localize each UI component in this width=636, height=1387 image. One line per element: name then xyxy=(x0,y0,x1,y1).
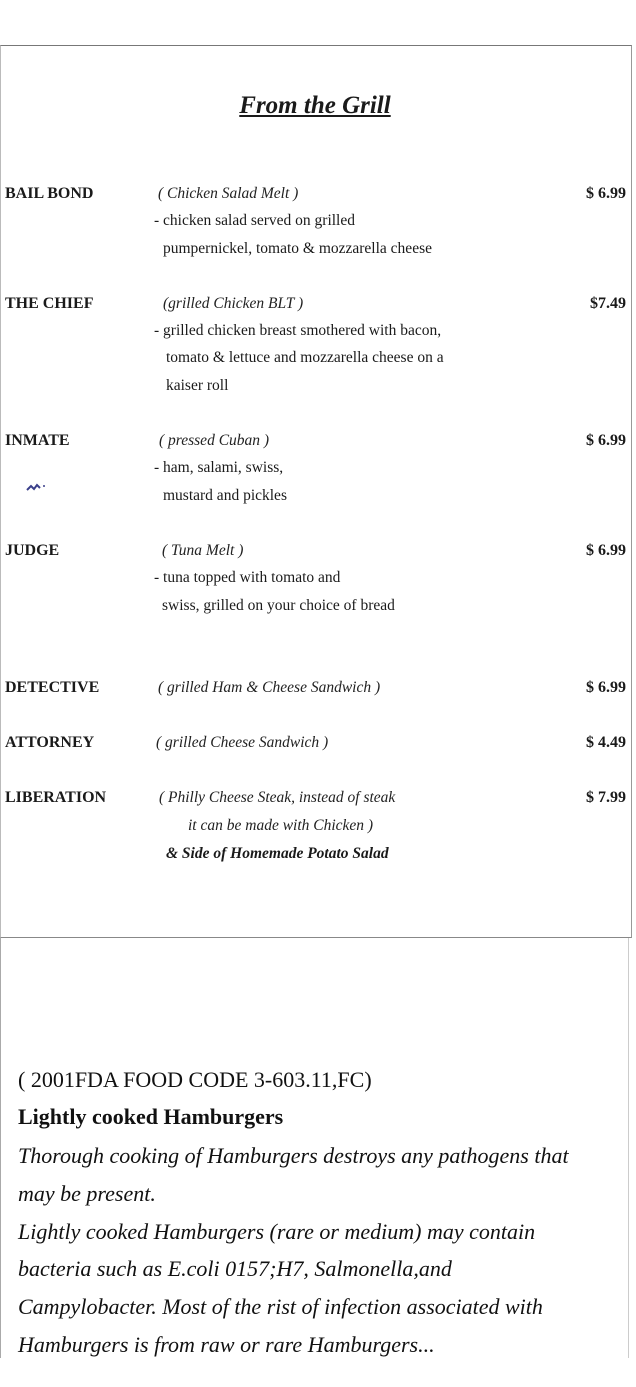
item-subtitle-bail-bond: ( Chicken Salad Melt ) xyxy=(158,185,299,202)
notice-line: Hamburgers is from raw or rare Hamburgers... xyxy=(18,1332,435,1357)
item-subtitle-liberation-cont: it can be made with Chicken ) xyxy=(188,817,374,834)
notice-heading: Lightly cooked Hamburgers xyxy=(18,1104,284,1129)
item-name-judge: JUDGE xyxy=(5,542,60,559)
item-desc-line: swiss, grilled on your choice of bread xyxy=(162,597,395,614)
item-name-bail-bond: BAIL BOND xyxy=(5,185,94,202)
stray-ink-mark xyxy=(26,483,46,492)
notice-line: Lightly cooked Hamburgers (rare or medium) may contain xyxy=(18,1219,536,1244)
item-desc-line: - ham, salami, swiss, xyxy=(154,459,284,476)
item-subtitle-inmate: ( pressed Cuban ) xyxy=(159,432,270,449)
item-desc-line: tomato & lettuce and mozzarella cheese on a xyxy=(166,349,444,366)
item-name-attorney: ATTORNEY xyxy=(5,734,95,751)
page-left-edge xyxy=(0,938,1,1358)
item-name-inmate: INMATE xyxy=(5,432,70,449)
page-right-edge xyxy=(628,938,629,1358)
item-desc-line: pumpernickel, tomato & mozzarella cheese xyxy=(163,240,432,257)
notice-line: Thorough cooking of Hamburgers destroys any pathogens that xyxy=(18,1143,569,1168)
item-price-the-chief: $7.49 xyxy=(590,295,626,312)
notice-code: ( 2001FDA FOOD CODE 3-603.11,FC) xyxy=(18,1067,372,1092)
item-name-detective: DETECTIVE xyxy=(5,679,100,696)
item-price-bail-bond: $ 6.99 xyxy=(586,185,626,202)
item-subtitle-liberation: ( Philly Cheese Steak, instead of steak xyxy=(159,789,396,806)
item-desc-line: - tuna topped with tomato and xyxy=(154,569,341,586)
item-price-detective: $ 6.99 xyxy=(586,679,626,696)
item-price-judge: $ 6.99 xyxy=(586,542,626,559)
item-side-liberation: & Side of Homemade Potato Salad xyxy=(166,845,389,862)
item-price-inmate: $ 6.99 xyxy=(586,432,626,449)
item-name-liberation: LIBERATION xyxy=(5,789,107,806)
item-desc-line: - grilled chicken breast smothered with bacon, xyxy=(154,322,442,339)
item-desc-line: - chicken salad served on grilled xyxy=(154,212,355,229)
item-subtitle-detective: ( grilled Ham & Cheese Sandwich ) xyxy=(158,679,381,696)
notice-line: bacteria such as E.coli 0157;H7, Salmonella,and xyxy=(18,1256,452,1281)
item-subtitle-attorney: ( grilled Cheese Sandwich ) xyxy=(156,734,329,751)
item-subtitle-judge: ( Tuna Melt ) xyxy=(162,542,244,559)
notice-line: may be present. xyxy=(18,1181,156,1206)
item-desc-line: mustard and pickles xyxy=(163,487,287,504)
menu-title: From the Grill xyxy=(239,92,391,119)
item-name-the-chief: THE CHIEF xyxy=(5,295,94,312)
item-price-liberation: $ 7.99 xyxy=(586,789,626,806)
item-price-attorney: $ 4.49 xyxy=(586,734,626,751)
item-desc-line: kaiser roll xyxy=(166,377,229,394)
notice-line: Campylobacter. Most of the rist of infection associated with xyxy=(18,1294,543,1319)
item-subtitle-the-chief: (grilled Chicken BLT ) xyxy=(163,295,304,312)
